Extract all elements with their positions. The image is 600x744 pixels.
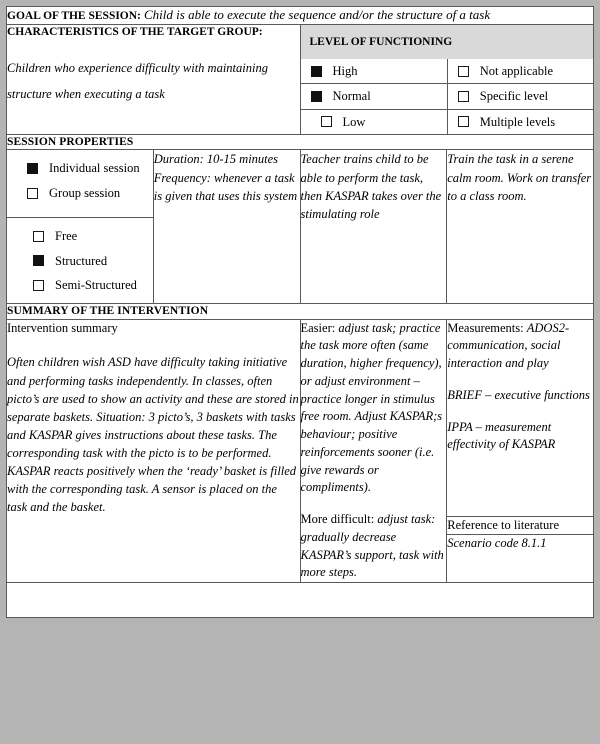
footer-row [7,583,594,618]
checkbox-specific-level-icon[interactable] [458,91,469,102]
lof-option-low[interactable] [301,109,448,134]
checkbox-not-applicable-icon[interactable] [458,66,469,77]
measurements-heading: Measurements: [447,320,524,335]
summary-header-row [7,304,594,319]
lof-label-high: High [332,63,358,78]
goal-text: Child is able to execute the sequence and/or the structure of a task [144,7,491,22]
adaptation-harder-text: adjust task: gradually decrease KASPAR’s support, task with more steps. [300,512,444,580]
session-type-group[interactable] [7,181,153,205]
session-properties-title: SESSION PROPERTIES [7,135,594,150]
session-type-group [7,150,153,211]
adaptation-harder-label: More difficult: [300,512,375,527]
duration-frequency-cell: Duration: 10-15 minutes Frequency: whenever a task is given that uses this system [153,150,300,304]
level-of-functioning-title: LEVEL OF FUNCTIONING [301,25,594,59]
adaptation-easier [301,320,447,498]
role-cell: Teacher trains child to be able to perform the task, then KASPAR takes over the stimulating role [300,150,447,304]
session-properties-header-row [7,135,594,150]
session-type-individual[interactable] [7,156,153,180]
goal-label: GOAL OF THE SESSION: [7,10,141,22]
environment-cell: Train the task in a serene calm room. Work on transfer to a class room. [447,150,594,304]
lof-row-2 [301,84,594,109]
structure-type-group [7,218,153,303]
reference-row [447,516,593,535]
checkbox-low-icon[interactable] [321,116,332,127]
summary-row [7,319,594,583]
reference-cell: Reference to literature [447,516,593,535]
lof-label-not-applicable: Not applicable [479,63,553,78]
structure-type-free-label: Free [55,229,78,244]
lof-option-high[interactable] [301,59,448,84]
measurements-item-2: BRIEF – executive functions [447,387,590,402]
checkbox-semi-structured-icon[interactable] [33,280,44,291]
structure-type-semi-structured[interactable] [7,273,153,297]
structure-type-structured-label: Structured [55,253,108,268]
level-of-functioning-options [301,59,594,134]
session-type-individual-label: Individual session [49,161,140,176]
checkbox-individual-session-icon[interactable] [27,163,38,174]
session-protocol-table [6,6,594,618]
footer-band [7,583,594,618]
lof-row-1 [301,59,594,84]
lof-option-specific-level[interactable] [447,84,593,109]
characteristics-title: CHARACTERISTICS OF THE TARGET GROUP: [7,25,263,38]
structure-type-semi-structured-label: Semi-Structured [55,277,137,292]
goal-cell [7,7,594,25]
session-type-group-label: Group session [49,185,121,200]
characteristics-body: Children who experience difficulty with maintaining structure when executing a task [7,60,268,101]
lof-option-normal[interactable] [301,84,448,109]
checkbox-normal-icon[interactable] [311,91,322,102]
checkbox-free-icon[interactable] [33,231,44,242]
measurements-block-1 [447,320,593,373]
lof-option-multiple-levels[interactable] [447,109,593,134]
level-of-functioning-cell [300,24,594,134]
summary-title: SUMMARY OF THE INTERVENTION [7,304,594,319]
measurements-column [447,319,594,583]
scenario-code-cell: Scenario code 8.1.1 [447,535,593,553]
adaptation-easier-text: adjust task; practice the task more often (same duration, higher frequency), or adjust environment – practice longer in stimulus free room. Adjust KASPAR;s behaviour; positive reinforcements sooner (i.e. give rewards or compliments). [300,320,443,495]
adaptations-cell [300,319,447,583]
scenario-row [447,535,593,553]
checkbox-group-session-icon[interactable] [27,188,38,199]
measurements-row [447,320,593,517]
lof-label-low: Low [342,114,366,129]
lof-label-specific-level: Specific level [479,89,549,104]
measurements-table [447,320,593,553]
lof-label-multiple-levels: Multiple levels [479,114,556,129]
characteristics-row [7,24,594,134]
session-properties-row [7,150,594,304]
checkbox-high-icon[interactable] [311,66,322,77]
characteristics-cell [7,24,301,134]
measurements-cell [447,320,593,517]
structure-type-free[interactable] [7,224,153,248]
lof-option-not-applicable[interactable] [447,59,593,84]
intervention-summary-cell [7,319,301,583]
goal-row [7,7,594,25]
checkbox-structured-icon[interactable] [33,255,44,266]
session-properties-checkboxes [7,150,154,304]
adaptation-harder [301,511,447,582]
adaptation-easier-label: Easier: [300,320,336,335]
lof-label-normal: Normal [332,89,371,104]
structure-type-structured[interactable] [7,249,153,273]
measurements-item-3: IPPA – measurement effectivity of KASPAR [447,419,556,452]
intervention-summary-heading: Intervention summary [7,320,118,335]
checkbox-multiple-levels-icon[interactable] [458,116,469,127]
measurements-item-1: ADOS2-communication, social interaction and play [447,320,570,371]
lof-row-3 [301,109,594,134]
intervention-summary-body: Often children wish ASD have difficulty taking initiative and performing tasks independently. In classes, often picto’s are used to show an activity and these are stored in separate baskets. Situation: 3 picto’s, 3 baskets with tasks and KASPAR gives instructions about these tasks. The corresponding task with the picto is to be performed. KASPAR reacts positively when the ‘ready’ basket is filled with the corresponding task. A sensor is placed on the task and the basket. [7,355,299,515]
